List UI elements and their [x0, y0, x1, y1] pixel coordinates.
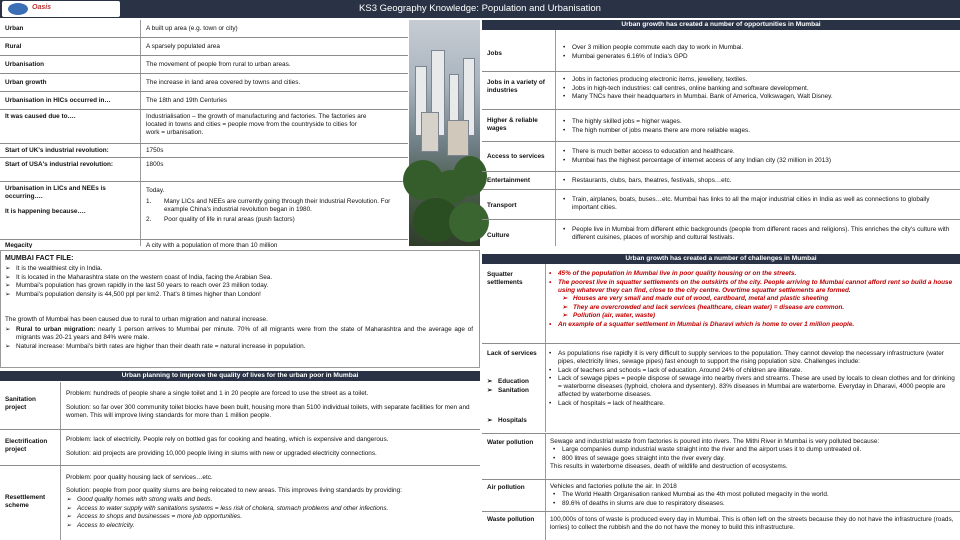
opportunity-label: Jobs in a variety of industries — [487, 79, 545, 94]
planning-label: Resettlement scheme — [5, 494, 46, 509]
opportunity-row — [482, 172, 960, 190]
list-item: ➢ Mumbai's population density is 44,500 ppl per km2. That's 8 times higher than London! — [5, 291, 475, 299]
fact-file-title: MUMBAI FACT FILE: — [5, 255, 74, 262]
growth-causes-list — [5, 326, 473, 351]
list-item: ➢ It is located in the Maharashtra state on the western coast of India, facing the Arabian Sea. — [5, 274, 475, 282]
list-item: • Train, airplanes, boats, buses…etc. Mumbai has links to all the major industrial cities in India as well as connections to globally important cities. — [560, 196, 956, 212]
opportunity-row — [482, 190, 960, 220]
opportunity-points — [560, 177, 956, 186]
list-item: ➢ Pollution (air, water, waste) — [562, 312, 956, 320]
glossary-row — [0, 158, 408, 182]
list-item: • Jobs in factories producing electronic items, jewellery, textiles. — [560, 76, 956, 84]
list-item: • Lack of hospitals = lack of healthcare. — [546, 400, 956, 408]
list-item: • 800 litres of sewage goes straight into the river every day. — [550, 455, 958, 463]
planning-problem: Problem: lack of electricity. People rely on bottled gas for cooking and heating, which is expensive and dangerous. — [66, 436, 389, 443]
glossary-definition: The 18th and 19th Centuries — [146, 97, 228, 104]
glossary-term: Urbanisation in HICs occurred in… — [5, 97, 111, 104]
list-item: ➢ Access to electricity. — [66, 522, 474, 530]
opportunity-label: Higher & reliable wages — [487, 117, 538, 132]
planning-row — [0, 430, 480, 466]
mumbai-skyline-photo — [409, 20, 480, 246]
opportunity-points — [560, 44, 956, 61]
glossary-definition: Industrialisation – the growth of manufacturing and factories. The factories are located in towns and cities = people move from the countryside to cities for work = urbanisation. — [146, 113, 367, 136]
glossary-row — [0, 182, 408, 240]
services-sublabels — [487, 378, 545, 425]
glossary-term: Urbanisation in LICs and NEEs is occurring…. — [5, 185, 106, 200]
planning-problem: Problem: poor quality housing lack of services…etc. — [66, 474, 213, 481]
glossary-definition: A built up area (e.g. town or city) — [146, 25, 238, 32]
glossary-term-secondary: It is happening because…. — [5, 208, 86, 215]
challenge-label: Lack of services — [487, 350, 537, 357]
planning-solution: Solution: aid projects are providing 10,000 people living in slums with new or upgraded electricity connections. — [66, 450, 377, 457]
list-item: ➢ Good quality homes with strong walls and beds. — [66, 496, 474, 504]
list-item: • Lack of teachers and schools = lack of education. Around 24% of children are illiterate. — [546, 367, 956, 375]
glossary-term: Urbanisation — [5, 61, 45, 68]
opportunity-points — [560, 196, 956, 213]
planning-solution: Solution: people from poor quality slums are being relocated to new areas. This improves living standards by providing: — [66, 487, 402, 494]
squatter-subpoints — [546, 295, 956, 320]
glossary-row — [0, 144, 408, 158]
glossary-term: Megacity — [5, 242, 33, 248]
list-item: • Many TNCs have their headquarters in Mumbai. Bank of America, Volkswagen, Walt Disney. — [560, 93, 956, 101]
list-item: • Jobs in high-tech industries: call centres, online banking and software development. — [560, 85, 956, 93]
opportunity-row — [482, 220, 960, 248]
planning-row — [0, 466, 480, 540]
list-item: • Mumbai generates 6.16% of India's GPD — [560, 53, 956, 61]
list-item: • Large companies dump industrial waste straight into the river and the airport uses it to dump untreated oil. — [550, 446, 958, 454]
list-item: • People live in Mumbai from different ethic backgrounds (people from different races and religions). This enriches the city's culture with different cuisines, places of worship and cultural festivals. — [560, 226, 956, 242]
waste-text: 100,000s of tons of waste is produced every day in Mumbai. This is often left on the streets because they do not have the infrastructure (roads, lorries) to collect the rubbish and the do not have the money to build this infrastructure. — [550, 516, 954, 531]
glossary-row — [0, 38, 408, 56]
glossary-row — [0, 92, 408, 110]
opportunity-label: Entertainment — [487, 177, 530, 184]
water-points — [550, 446, 958, 463]
list-item: • Lack of sewage pipes = people dispose of sewage into nearby rivers and streams. These are used by locals to clean clothes and for drinking = waterborne diseases (typhoid, cholera and dysentery). 83% diseases in Mumbai are waterborne. Everyday in Dharavi, 4000 people are affected by waterborne diseases. — [546, 375, 956, 399]
list-item: ➢ Mumbai's population has grown rapidly in the last 50 years to reach over 23 million today. — [5, 282, 475, 290]
list-item: • The poorest live in squatter settlements on the outskirts of the city. People arriving to Mumbai cannot afford rent so build a house using whatever they can find, close to the city centre. Overtime squatter settlements are formed. — [546, 279, 956, 295]
glossary-row — [0, 74, 408, 92]
squatter-example — [546, 321, 956, 329]
opportunity-label: Culture — [487, 232, 510, 239]
glossary-definition: The movement of people from rural to urban areas. — [146, 61, 291, 68]
list-item: ➢ Hospitals — [487, 417, 545, 425]
squatter-details — [546, 270, 956, 330]
logo-text: Oasis — [32, 4, 52, 11]
resettlement-list — [66, 496, 474, 530]
glossary-definition: A city with a population of more than 10 million — [146, 242, 278, 248]
challenge-label: Waste pollution — [487, 516, 535, 523]
opportunity-row — [482, 110, 960, 142]
list-item: ➢ It is the wealthiest city in India. — [5, 265, 475, 273]
glossary-row — [0, 56, 408, 74]
glossary-points — [146, 198, 396, 224]
glossary-term: Rural — [5, 43, 22, 50]
squatter-points — [546, 270, 956, 295]
list-item: • There is much better access to education and healthcare. — [560, 148, 956, 156]
opportunity-points — [560, 148, 956, 165]
glossary-definition: A sparsely populated area — [146, 43, 220, 50]
air-intro: Vehicles and factories pollute the air. In 2018 — [550, 483, 677, 490]
list-item: ➢ Houses are very small and made out of wood, cardboard, metal and plastic sheeting — [562, 295, 956, 303]
opportunity-label: Transport — [487, 202, 517, 209]
planning-label: Electrification project — [5, 438, 48, 453]
opportunity-label: Access to services — [487, 153, 545, 160]
glossary-term: It was caused due to…. — [5, 113, 76, 120]
glossary-definition: Today. — [146, 187, 165, 194]
opportunities-title: Urban growth has created a number of opportunities in Mumbai — [482, 20, 960, 30]
planning-problem: Problem: hundreds of people share a single toilet and 1 in 20 people are forced to use the street as a toilet. — [66, 390, 369, 397]
planning-label: Sanitation project — [5, 396, 36, 411]
list-item: ➢ Access to water supply with sanitations systems = less risk of cholera, stomach problems and other infections. — [66, 505, 474, 513]
challenge-row-waste — [482, 512, 960, 540]
glossary-definition: 1750s — [146, 147, 164, 154]
list-item: • An example of a squatter settlement in Mumbai is Dharavi which is home to over 1 million people. — [546, 321, 956, 329]
list-item: • Over 3 million people commute each day to work in Mumbai. — [560, 44, 956, 52]
challenge-label: Squatter settlements — [487, 271, 523, 286]
challenge-row-water — [482, 434, 960, 480]
glossary-term: Urban growth — [5, 79, 47, 86]
planning-row — [0, 382, 480, 430]
glossary-row — [0, 20, 408, 38]
list-item: ➢ Education — [487, 378, 545, 386]
challenges-title: Urban growth has created a number of challenges in Mumbai — [482, 254, 960, 264]
opportunity-points — [560, 76, 956, 102]
glossary-term: Start of UK's industrial revolution: — [5, 147, 109, 154]
challenge-row-air — [482, 480, 960, 512]
opportunity-row — [482, 30, 960, 72]
opportunity-points — [560, 118, 956, 135]
list-item: • 45% of the population in Mumbai live in poor quality housing or on the streets. — [546, 270, 956, 278]
challenge-row-squatter — [482, 264, 960, 344]
water-details — [550, 438, 958, 471]
air-points — [550, 491, 958, 508]
glossary-definition: The increase in land area covered by towns and cities. — [146, 79, 301, 86]
planning-section-title: Urban planning to improve the quality of lives for the urban poor in Mumbai — [0, 371, 480, 381]
challenge-row-services — [482, 344, 960, 434]
page-title: KS3 Geography Knowledge: Population and Urbanisation — [359, 3, 601, 14]
glossary-term: Urban — [5, 25, 24, 32]
list-item: • Mumbai has the highest percentage of internet access of any Indian city (32 million in 2013) — [560, 157, 956, 165]
list-item: • Restaurants, clubs, bars, theatres, festivals, shops…etc. — [560, 177, 956, 185]
list-item: • The highly skilled jobs = higher wages. — [560, 118, 956, 126]
opportunity-label: Jobs — [487, 50, 502, 57]
header-bar — [0, 0, 960, 18]
list-item: ➢ Sanitation — [487, 387, 545, 395]
challenge-label: Air pollution — [487, 484, 525, 491]
list-item: ➢ Access to shops and businesses = more job opportunities. — [66, 513, 474, 521]
glossary-definition: 1800s — [146, 161, 164, 168]
water-outro: This results in waterborne diseases, death of wildlife and destruction of ecosystems. — [550, 463, 788, 471]
growth-intro: The growth of Mumbai has been caused due to rural to urban migration and natural increase. — [5, 316, 268, 323]
challenge-label: Water pollution — [487, 439, 534, 446]
list-item: ➢ Rural to urban migration: nearly 1 person arrives to Mumbai per minute. 70% of all migrants were from the state of Maharashtra and the average age of migrants was 20-21 years and 84% were male. — [5, 326, 473, 342]
list-item: • As populations rise rapidly it is very difficult to supply services to the population. They cannot develop the necessary infrastructure (water pipes, electricity lines, sewage pipes) fast enough to support the rising population size. Challenges include: — [546, 350, 956, 366]
fact-file-list — [5, 265, 475, 299]
list-item: • The high number of jobs means there are more reliable wages. — [560, 127, 956, 135]
list-item: 2. Poor quality of life in rural areas (push factors) — [146, 216, 295, 223]
air-details — [550, 483, 958, 508]
opportunity-row — [482, 142, 960, 172]
list-item: • The World Health Organisation ranked Mumbai as the 4th most polluted megacity in the world. — [550, 491, 958, 499]
glossary-row — [0, 110, 408, 144]
planning-solution: Solution: so far over 300 community toilet blocks have been built, housing more than 5100 individual toilets, with separate facilities for men and women. This will improve living standards for more than 1 million people. — [66, 404, 470, 419]
services-points — [546, 350, 956, 408]
glossary-term: Start of USA's industrial revolution: — [5, 161, 114, 168]
list-item: 1. Many LICs and NEEs are currently going through their Industrial Revolution. For example China's industrial revolution began in 1980. — [146, 198, 391, 213]
opportunity-row — [482, 72, 960, 110]
glossary-row — [0, 240, 408, 248]
water-intro: Sewage and industrial waste from factories is poured into rivers. The Mithi River in Mumbai is very polluted because: — [550, 438, 880, 445]
opportunity-points — [560, 226, 956, 243]
list-item: ➢ Natural increase: Mumbai's birth rates are higher than their death rate = natural increase in population. — [5, 343, 473, 351]
list-item: • 89.6% of deaths in slums are due to respiratory diseases. — [550, 500, 958, 508]
list-item: ➢ They are overcrowded and lack services (healthcare, clean water) = disease are common. — [562, 304, 956, 312]
